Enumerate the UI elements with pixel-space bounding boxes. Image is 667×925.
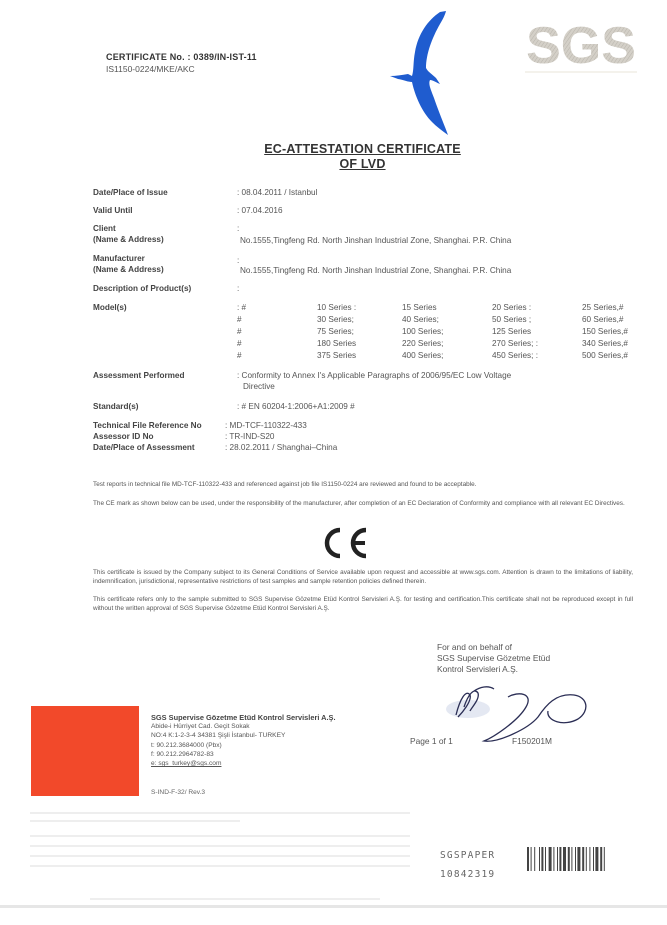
- phone: t: 90.212.3684000 (Pbx): [151, 741, 222, 749]
- model-series-cell: 40 Series;: [402, 315, 439, 324]
- faint-line: [30, 855, 410, 857]
- client-value: No.1555,Tingfeng Rd. North Jinshan Industrial Zone, Shanghai. P.R. China: [240, 236, 512, 245]
- manufacturer-label: Manufacturer: [93, 254, 145, 263]
- models-table: [237, 303, 627, 365]
- standards-value: : # EN 60204-1:2006+A1:2009 #: [237, 402, 355, 411]
- assessor-value: : TR-IND-S20: [225, 432, 275, 441]
- barcode-bar: [534, 847, 535, 871]
- barcode-bar: [539, 847, 540, 871]
- address-line1: Abide-i Hürriyet Cad. Geçit Sokak: [151, 723, 250, 731]
- model-row-marker: #: [237, 339, 242, 348]
- faint-line: [90, 898, 380, 900]
- manufacturer-value: No.1555,Tingfeng Rd. North Jinshan Industrial Zone, Shanghai. P.R. China: [240, 266, 512, 275]
- sgs-orange-block: [31, 706, 139, 796]
- model-series-cell: 50 Series ;: [492, 315, 532, 324]
- tech-file-label: Technical File Reference No: [93, 421, 202, 430]
- model-series-cell: 180 Series: [317, 339, 357, 348]
- client-label: Client: [93, 224, 116, 233]
- on-behalf-line1: For and on behalf of: [437, 642, 512, 652]
- email-link[interactable]: e: sgs_turkey@sgs.com: [151, 760, 222, 768]
- model-series-cell: 100 Series;: [402, 327, 444, 336]
- tech-file-value: : MD-TCF-110322-433: [225, 421, 307, 430]
- barcode-bar: [527, 847, 529, 871]
- barcode-bar: [604, 847, 605, 871]
- certificate-subtitle: OF LVD: [339, 157, 386, 171]
- model-series-cell: 25 Series,#: [582, 303, 624, 312]
- valid-until-value: : 07.04.2016: [237, 206, 283, 215]
- faint-line: [30, 812, 410, 814]
- barcode-bar: [575, 847, 576, 871]
- standards-label: Standard(s): [93, 402, 139, 411]
- date-issue-value: : 08.04.2011 / Istanbul: [237, 188, 318, 197]
- manufacturer-label-sub: (Name & Address): [93, 265, 164, 274]
- model-series-cell: 10 Series :: [317, 303, 357, 312]
- assessment-value-cont: Directive: [243, 382, 275, 391]
- model-series-cell: 60 Series,#: [582, 315, 624, 324]
- barcode-bar: [545, 847, 546, 871]
- description-label: Description of Product(s): [93, 284, 192, 293]
- on-behalf-block: [437, 642, 550, 675]
- faint-line: [30, 845, 410, 847]
- model-series-cell: 150 Series,#: [582, 327, 628, 336]
- certificate-number: CERTIFICATE No. : 0389/IN-IST-11: [106, 52, 257, 62]
- company-name: SGS Supervise Gözetme Etüd Kontrol Servisleri A.Ş.: [151, 713, 336, 722]
- company-address-block: [151, 713, 336, 768]
- model-series-cell: 75 Series;: [317, 327, 354, 336]
- barcode-bar: [557, 847, 558, 871]
- barcode-bar: [531, 847, 532, 871]
- faint-line: [30, 835, 410, 837]
- sgs-paper-block: [440, 846, 495, 884]
- manufacturer-colon: :: [237, 256, 240, 265]
- assessment-date-label: Date/Place of Assessment: [93, 443, 195, 452]
- form-code: F150201M: [512, 736, 553, 746]
- model-series-cell: 30 Series;: [317, 315, 354, 324]
- certificate-title: EC-ATTESTATION CERTIFICATE: [264, 142, 461, 156]
- on-behalf-line2: SGS Supervise Gözetme Etüd: [437, 653, 551, 663]
- barcode-bar: [586, 847, 587, 871]
- form-revision: S-IND-F-32/ Rev.3: [151, 789, 206, 796]
- barcode-bar: [577, 847, 580, 871]
- model-row-marker: #: [237, 315, 242, 324]
- barcode-bar: [549, 847, 552, 871]
- ce-mark-paragraph: The CE mark as shown below can be used, under the responsibility of the manufacturer, after completion of an EC Declaration of Conformity and compliance with all relevant EC Directives.: [93, 500, 625, 507]
- barcode-icon: [527, 847, 655, 871]
- address-line2: NO:4 K:1-2-3-4 34381 Şişli İstanbul- TURKEY: [151, 732, 286, 740]
- sample-paragraph: This certificate refers only to the sample submitted to SGS Supervise Gözetme Etüd Kontrol Servisleri A.Ş. for testing and certification.This certificate shall not be reproduced except in full without the written approval of SGS Supervise Gözetme Etüd Kontrol Servisleri A.Ş.: [93, 596, 633, 612]
- model-series-cell: 20 Series :: [492, 303, 532, 312]
- on-behalf-line3: Kontrol Servisleri A.Ş.: [437, 664, 518, 674]
- date-issue-label: Date/Place of Issue: [93, 188, 168, 197]
- page-indicator: Page 1 of 1: [410, 736, 453, 746]
- barcode-bar: [541, 847, 543, 871]
- model-series-cell: 450 Series; :: [492, 351, 538, 360]
- sgs-paper-number: 10842319: [440, 869, 496, 880]
- barcode-bar: [563, 847, 566, 871]
- sgs-paper-label: SGSPAPER: [440, 850, 496, 861]
- client-colon: :: [237, 224, 240, 233]
- barcode-bar: [582, 847, 584, 871]
- assessment-date-value: : 28.02.2011 / Shanghai–China: [225, 443, 338, 452]
- model-series-cell: 375 Series: [317, 351, 357, 360]
- client-label-sub: (Name & Address): [93, 235, 164, 244]
- barcode-bar: [600, 847, 602, 871]
- barcode-bar: [589, 847, 590, 871]
- barcode-bar: [593, 847, 594, 871]
- assessment-value: : Conformity to Annex I's Applicable Paragraphs of 2006/95/EC Low Voltage: [237, 371, 512, 380]
- barcode-bar: [595, 847, 598, 871]
- model-series-cell: 220 Series;: [402, 339, 444, 348]
- barcode-bar: [571, 847, 572, 871]
- description-colon: :: [237, 284, 240, 293]
- ce-mark-icon: [318, 526, 370, 560]
- page-bottom-edge: [0, 905, 667, 908]
- model-series-cell: 400 Series;: [402, 351, 444, 360]
- faint-line: [30, 865, 410, 867]
- sgs-logo: [525, 17, 637, 73]
- certificate-reference: IS1150-0224/MKE/AKC: [106, 64, 195, 74]
- faint-line: [30, 820, 240, 822]
- model-row-marker: #: [237, 327, 242, 336]
- assessor-label: Assessor ID No: [93, 432, 154, 441]
- test-reports-paragraph: Test reports in technical file MD-TCF-110322-433 and referenced against job file IS1150-0224 are reviewed and found to be acceptable.: [93, 481, 477, 488]
- models-label: Model(s): [93, 303, 127, 312]
- barcode-bar: [568, 847, 570, 871]
- conditions-paragraph: This certificate is issued by the Company subject to its General Conditions of Service available upon request and accessible at www.sgs.com. Attention is drawn to the limitations of liability, indemnification, jurisdictional, representative restrictions of test samples and sample retention policies defined therein.: [93, 569, 633, 585]
- model-series-cell: 270 Series; :: [492, 339, 538, 348]
- model-series-cell: 340 Series,#: [582, 339, 628, 348]
- sgs-logo-text: SGS: [526, 17, 636, 73]
- model-row-marker: : #: [237, 303, 247, 312]
- model-series-cell: 15 Series: [402, 303, 437, 312]
- ce-mark-text: CE: [318, 526, 320, 527]
- barcode-bar: [553, 847, 554, 871]
- assessment-label: Assessment Performed: [93, 371, 185, 380]
- model-series-cell: 500 Series,#: [582, 351, 628, 360]
- barcode-bar: [559, 847, 561, 871]
- fax: f: 90.212.2964782-83: [151, 750, 214, 758]
- model-row-marker: #: [237, 351, 242, 360]
- model-series-cell: 125 Series: [492, 327, 532, 336]
- bird-logo-icon: [388, 10, 460, 136]
- valid-until-label: Valid Until: [93, 206, 133, 215]
